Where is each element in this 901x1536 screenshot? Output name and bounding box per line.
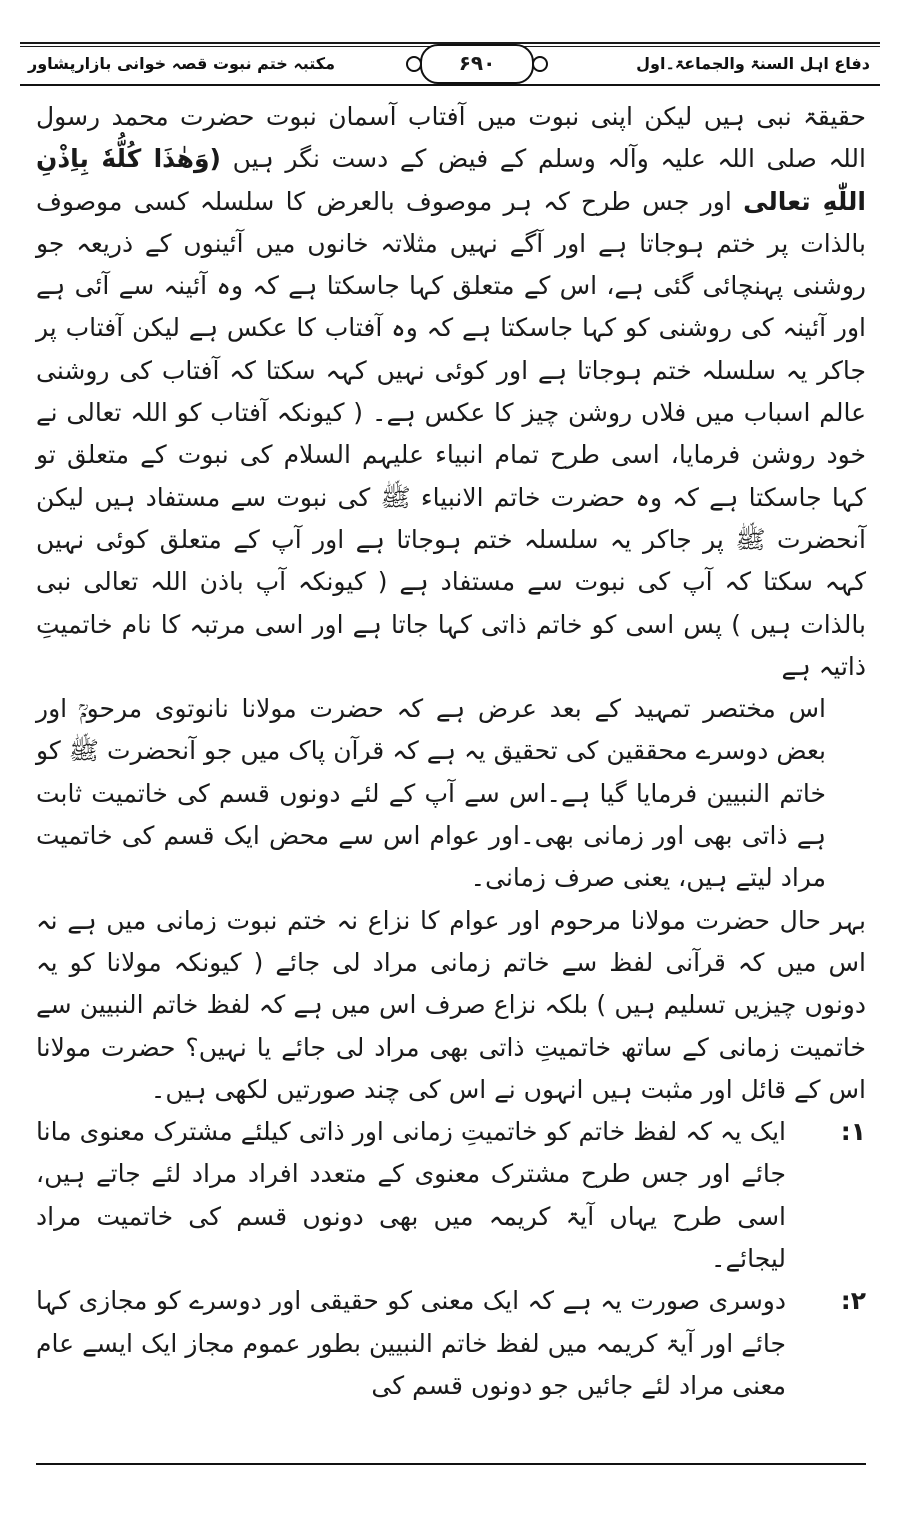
book-title: دفاع اہل السنۃ والجماعۃ۔اول xyxy=(636,54,870,73)
list-item-text: دوسری صورت یہ ہے کہ ایک معنی کو حقیقی اور دوسرے کو مجازی کہا جائے اور آیۃ کریمہ میں لفظ خاتم النبیین بطور عموم مجاز ایک ایسے عام معنی مراد لئے جائیں جو دونوں قسم کی xyxy=(36,1286,786,1400)
paragraph-1-rest: اور جس طرح کہ ہر موصوف بالعرض کا سلسلہ کسی موصوف بالذات پر ختم ہوجاتا ہے اور آگے نہیں مثلاتہ خانوں میں آئینوں کے ذریعہ جو روشنی پہنچائی گئی ہے، اس کے متعلق کہا جاسکتا ہے کہ وہ آئینہ سے آئی ہے اور آئینہ کی روشنی کو کہا جاسکتا ہے کہ وہ آفتاب کا عکس ہے لیکن آفتاب پر جاکر یہ سلسلہ ختم ہوجاتا ہے اور کوئی نہیں کہہ سکتا کہ آفتاب کی روشنی عالم اسباب میں فلاں روشن چیز کا عکس ہے۔ ( کیونکہ آفتاب کو اللہ تعالی نے خود روشن فرمایا، اسی طرح تمام انبیاء علیہم السلام کی نبوت کے متعلق تو کہا جاسکتا ہے کہ وہ حضرت خاتم الانبیاء ﷺ کی نبوت سے مستفاد ہیں لیکن آنحضرت ﷺ پر جاکر یہ سلسلہ ختم ہوجاتا ہے اور آپ کے متعلق کوئی نہیں کہہ سکتا کہ آپ کی نبوت سے مستفاد ہے ( کیونکہ آپ باذن اللہ تعالی نبی بالذات ہیں ) پس اسی کو خاتم ذاتی کہا جاتا ہے اور اسی مرتبہ کا نام خاتمیتِ ذاتیہ ہے xyxy=(36,186,866,681)
list-item-text: ایک یہ کہ لفظ خاتم کو خاتمیتِ زمانی اور ذاتی کیلئے مشترک معنوی مانا جائے اور جس طرح مشترک معنوی کے متعدد افراد مراد لئے جاتے ہیں، اسی طرح یہاں آیۃ کریمہ میں بھی دونوں قسم کی خاتمیت مراد لیجائے۔ xyxy=(36,1117,786,1274)
paragraph-1-start: حقیقۃ نبی ہیں لیکن اپنی نبوت میں آفتاب آسمان نبوت حضرت محمد رسول اللہ صلی اللہ علیہ وآلہ وسلم کے فیض کے دست نگر ہیں xyxy=(36,102,866,174)
page-number: ۶۹۰ xyxy=(420,44,534,84)
list-item xyxy=(36,1111,866,1280)
paragraph-3: بہر حال حضرت مولانا مرحوم اور عوام کا نزاع نہ ختم نبوت زمانی میں ہے نہ اس میں کہ قرآنی لفظ سے خاتم زمانی مراد لی جائے ( کیونکہ مولانا کو یہ دونوں چیزیں تسلیم ہیں ) بلکہ نزاع صرف اس میں ہے کہ لفظ خاتم النبیین سے خاتمیت زمانی کے ساتھ خاتمیتِ ذاتی بھی مراد لی جائے یا نہیں؟ حضرت مولانا اس کے قائل اور مثبت ہیں انہوں نے اس کی چند صورتیں لکھی ہیں۔ xyxy=(36,905,866,1104)
paragraph-1 xyxy=(36,96,866,688)
list-item xyxy=(36,1280,866,1407)
body-text xyxy=(36,96,866,1407)
publisher-name: مکتبہ ختم نبوت قصہ خوانی بازارپشاور xyxy=(28,54,335,73)
page-header xyxy=(20,30,880,100)
header-rule-bottom xyxy=(20,84,880,86)
list-item-number: ۱: xyxy=(840,1117,866,1147)
arabic-quote: (وَهٰذَا كُلُّهٗ بِاِذْنِ اللّٰهِ تعالى xyxy=(36,144,866,216)
list-item-number: ۲: xyxy=(840,1286,866,1316)
footer-rule xyxy=(36,1463,866,1465)
paragraph-2: اس مختصر تمہید کے بعد عرض ہے کہ حضرت مولانا نانوتوی مرحومؒ اور بعض دوسرے محققین کی تحقیق یہ ہے کہ قرآن پاک میں جو آنحضرت ﷺ کو خاتم النبیین فرمایا گیا ہے۔اس سے آپ کے لئے دونوں قسم کی خاتمیت ثابت ہے ذاتی بھی اور زمانی بھی۔اور عوام اس سے محض ایک قسم کی خاتمیت مراد لیتے ہیں، یعنی صرف زمانی۔ xyxy=(36,694,826,893)
